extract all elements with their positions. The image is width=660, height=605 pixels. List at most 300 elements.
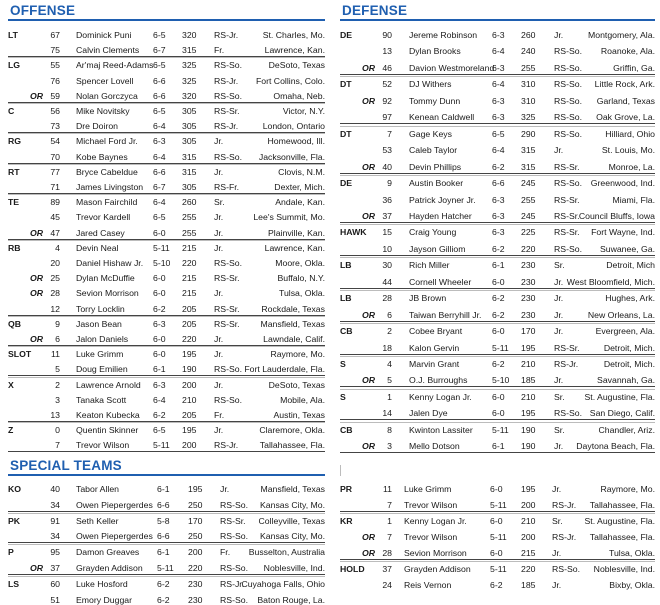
player-row [340,440,655,453]
player-class: Jr. [554,326,564,337]
player-hometown: Baton Rouge, La. [257,594,325,605]
position-separator [340,175,655,176]
player-row [8,318,325,331]
position-label: DT [340,128,352,139]
or-label: OR [362,532,376,542]
jersey-number: 44 [382,276,392,287]
player-height: 6-0 [490,548,503,558]
player-hometown: Lawrence, Kan. [264,45,325,56]
player-hometown: Tallahassee, Fla. [589,532,655,542]
jersey-number: 14 [382,408,392,419]
jersey-number: 7 [387,500,392,510]
player-row [340,95,655,108]
position-label: LB [340,293,352,304]
position-label: QB [8,318,22,329]
player-height: 6-7 [153,182,166,192]
player-class: Jr. [554,309,564,320]
or-label: OR [362,548,376,558]
player-weight: 185 [521,375,536,386]
player-hometown: Garland, Texas [596,95,655,106]
player-row [8,211,325,224]
player-height: 6-3 [153,318,166,329]
position-separator [340,356,655,357]
player-row [8,546,325,559]
player-class: RS-So. [214,151,243,162]
player-height: 6-0 [490,484,503,494]
player-height: 6-3 [492,112,505,123]
player-row [340,243,655,256]
position-separator [8,57,325,58]
player-height: 6-2 [492,309,505,320]
player-class: RS-Sr. [214,106,240,116]
player-row [8,151,325,164]
player-row [340,515,655,528]
player-weight: 220 [521,564,536,574]
player-height: 6-6 [153,166,166,177]
player-hometown: Lawndale, Calif. [263,334,325,344]
player-weight: 255 [182,227,197,238]
player-height: 6-0 [153,288,166,299]
player-hometown: Fort Collins, Colo. [255,75,325,86]
player-name: Cornell Wheeler [409,276,472,287]
player-name: Bryce Cabeldue [76,166,138,177]
position-separator [8,422,325,423]
player-hometown: San Diego, Calif. [589,408,655,419]
player-weight: 250 [188,531,203,542]
player-weight: 190 [521,424,536,435]
player-name: Calvin Clements [76,45,140,56]
player-height: 5-11 [153,440,170,451]
jersey-number: 20 [50,258,60,268]
player-weight: 195 [182,425,197,436]
player-hometown: DeSoto, Texas [268,379,325,390]
player-hometown: Tallahassee, Fla. [259,440,325,451]
jersey-number: 5 [55,364,60,375]
player-height: 6-6 [153,90,166,101]
player-row [8,242,325,255]
special-teams-panel [8,455,656,605]
player-weight: 205 [182,303,197,314]
or-label: OR [362,210,376,221]
player-name: Tommy Dunn [409,95,461,106]
jersey-number: 75 [50,45,60,56]
player-row [8,90,325,103]
player-class: RS-So. [554,112,583,123]
position-separator [340,290,655,291]
player-hometown: Oak Grove, La. [596,112,655,123]
player-hometown: Daytona Beach, Fla. [576,441,655,452]
position-separator [8,194,325,195]
player-height: 6-0 [153,349,166,360]
player-hometown: Tulsa, Okla. [608,548,655,558]
player-class: Jr. [220,484,230,494]
player-row [340,499,655,512]
player-name: Gage Keys [409,128,452,139]
player-hometown: London, Ontario [262,121,325,132]
player-row [340,128,655,141]
player-row [340,563,655,576]
player-height: 6-3 [492,194,505,205]
player-row [340,78,655,91]
player-name: Owen Piepergerdes [76,499,153,510]
player-class: RS-So. [554,128,583,139]
player-height: 6-5 [153,60,166,71]
player-class: Jr. [554,375,564,386]
player-class: RS-So. [214,364,243,375]
player-height: 5-11 [157,563,174,573]
player-row [8,379,325,392]
jersey-number: 60 [50,578,60,589]
player-weight: 200 [182,379,197,390]
or-label: OR [30,90,44,101]
position-label: PR [340,484,353,494]
player-height: 5-10 [492,375,510,386]
player-height: 6-7 [153,45,166,56]
player-class: Jr. [554,145,564,156]
player-name: Emory Duggar [76,594,133,605]
player-name: Quentin Skinner [76,425,139,436]
player-class: Sr. [554,391,565,402]
offense-title: OFFENSE [10,3,76,18]
player-class: RS-So. [554,79,583,90]
player-row [8,394,325,407]
or-label: OR [362,375,376,386]
or-label: OR [362,161,376,172]
player-hometown: Homewood, Ill. [267,136,325,147]
player-class: Fr. [214,410,225,420]
player-hometown: Kansas City, Mo. [259,531,325,542]
player-class: RS-Jr. [214,30,239,40]
jersey-number: 25 [50,273,60,284]
jersey-number: 1 [387,516,392,526]
player-name: Spencer Lovell [76,75,134,86]
player-name: Dylan McDuffie [76,273,135,284]
player-name: Kenean Caldwell [409,112,475,123]
player-class: Jr. [214,227,224,238]
player-height: 5-11 [490,532,507,542]
jersey-number: 89 [50,197,60,208]
player-hometown: Buffalo, N.Y. [277,273,325,284]
player-row [340,483,655,496]
player-weight: 250 [188,499,203,510]
player-height: 6-0 [492,276,505,287]
player-name: Devin Phillips [409,161,462,172]
player-height: 6-3 [153,379,166,390]
player-weight: 200 [188,547,203,558]
player-weight: 230 [521,293,536,304]
player-hometown: Rockdale, Texas [261,303,325,314]
position-separator [8,377,325,378]
player-hometown: Mobile, Ala. [280,394,325,405]
defense-header [340,0,655,21]
player-class: RS-So. [214,258,243,268]
jersey-number: 45 [50,212,60,223]
player-weight: 230 [521,260,536,271]
player-height: 5-11 [153,242,170,253]
position-label: KR [340,516,353,526]
player-row [340,45,655,58]
player-weight: 320 [182,90,197,101]
player-height: 6-3 [492,227,505,238]
player-hometown: Bixby, Okla. [609,580,655,590]
player-name: Luke Grimm [404,484,452,494]
player-class: Sr. [214,197,225,208]
player-height: 6-2 [157,578,170,589]
player-class: RS-So. [554,408,583,419]
player-weight: 305 [182,121,197,132]
player-class: RS-So. [554,62,583,73]
player-hometown: Suwanee, Ga. [599,243,655,254]
player-name: Patrick Joyner Jr. [409,194,476,205]
player-height: 5-8 [157,515,170,526]
player-hometown: Tallahassee, Fla. [589,500,655,510]
player-hometown: St. Augustine, Fla. [584,516,655,526]
player-row [340,194,655,207]
player-weight: 230 [521,309,536,320]
player-height: 6-4 [492,46,505,57]
player-hometown: Fort Lauderdale, Fla. [244,364,325,375]
player-row [8,409,325,422]
player-weight: 195 [521,484,536,494]
player-row [8,29,325,42]
player-class: RS-So. [220,563,249,573]
player-name: JB Brown [409,293,447,304]
player-row [8,424,325,437]
player-class: Jr. [554,276,564,287]
position-label: X [8,379,14,390]
player-class: Fr. [214,45,225,56]
player-class: RS-Sr. [554,342,580,353]
player-weight: 305 [182,106,197,116]
player-name: Jalon Daniels [76,334,129,344]
player-class: RS-Sr. [220,515,246,526]
player-name: Damon Greaves [76,547,140,558]
player-weight: 260 [521,30,536,40]
position-separator [8,544,325,545]
player-row [8,562,325,575]
position-label: DE [340,30,353,40]
player-height: 5-11 [492,342,509,353]
player-height: 6-6 [157,531,170,542]
player-row [340,547,655,560]
player-class: RS-So. [220,499,249,510]
player-weight: 210 [521,391,536,402]
jersey-number: 2 [387,326,392,337]
player-name: Sevion Morrison [76,288,139,299]
jersey-number: 7 [387,532,392,542]
player-name: Trevor Wilson [404,500,458,510]
player-height: 6-0 [492,326,505,337]
jersey-number: 73 [50,121,60,132]
player-row [8,75,325,88]
position-separator [8,133,325,134]
player-name: Kenny Logan Jr. [409,391,472,402]
player-hometown: Moore, Okla. [275,258,325,268]
player-row [340,325,655,338]
player-row [340,309,655,322]
player-height: 6-5 [153,106,166,116]
player-row [340,391,655,404]
player-name: Ar'maj Reed-Adams [76,60,154,71]
position-separator [340,513,655,514]
player-height: 6-2 [492,161,505,172]
player-hometown: Savannah, Ga. [597,375,655,386]
player-weight: 205 [182,410,197,420]
player-row [340,62,655,75]
position-separator [340,126,655,127]
player-class: RS-Jr. [552,500,577,510]
player-class: Jr. [214,136,224,147]
player-name: Dylan Brooks [409,46,461,57]
player-weight: 215 [182,242,197,253]
player-height: 6-0 [153,227,166,238]
player-hometown: Evergreen, Ala. [595,326,655,337]
player-height: 6-2 [153,410,166,420]
player-name: Jason Bean [76,318,122,329]
special-teams-right [340,475,655,603]
player-name: Taiwan Berryhill Jr. [409,309,482,320]
player-weight: 315 [182,166,197,177]
player-weight: 215 [182,288,197,299]
jersey-number: 90 [382,30,392,40]
jersey-number: 24 [382,580,392,590]
player-weight: 310 [521,79,536,90]
player-hometown: Cuyahoga Falls, Ohio [241,578,325,589]
player-weight: 195 [188,484,203,494]
player-row [340,111,655,124]
jersey-number: 1 [387,391,392,402]
player-name: Jereme Robinson [409,30,478,40]
player-height: 6-4 [492,79,505,90]
defense-title: DEFENSE [342,3,408,18]
jersey-number: 67 [50,30,60,40]
player-row [8,439,325,452]
player-class: RS-Sr. [554,161,580,172]
player-class: RS-Jr. [214,121,239,132]
position-label: DE [340,178,353,189]
player-class: RS-So. [554,178,583,189]
player-name: Torry Locklin [76,303,125,314]
or-label: OR [362,309,376,320]
player-row [340,374,655,387]
player-weight: 305 [182,182,197,192]
player-class: Sr. [552,516,563,526]
jersey-number: 92 [382,95,392,106]
player-height: 6-4 [153,151,166,162]
player-height: 6-4 [153,197,166,208]
position-label: S [340,391,346,402]
player-weight: 200 [182,440,197,451]
position-separator [8,240,325,241]
player-name: Mason Fairchild [76,197,138,208]
player-weight: 215 [521,548,536,558]
jersey-number: 40 [50,484,60,494]
position-label: RB [8,242,21,253]
player-height: 5-11 [490,564,507,574]
player-name: Kalon Gervin [409,342,460,353]
player-class: RS-Sr. [214,318,240,329]
player-weight: 210 [521,516,536,526]
player-weight: 215 [182,273,197,284]
jersey-number: 76 [50,75,60,86]
player-name: Mello Dotson [409,441,460,452]
player-row [8,594,325,605]
player-weight: 255 [182,212,197,223]
player-hometown: Busselton, Australia [248,547,325,558]
player-name: Kobe Baynes [76,151,128,162]
jersey-number: 28 [382,293,392,304]
player-name: Trevor Wilson [76,440,130,451]
player-row [340,226,655,239]
jersey-number: 11 [382,484,392,494]
player-height: 6-5 [153,212,166,223]
player-row [8,59,325,72]
player-height: 6-2 [492,359,505,369]
position-label: LB [340,260,352,271]
player-height: 6-0 [490,516,503,526]
player-height: 6-4 [492,145,505,156]
player-hometown: Detroit, Mich [606,260,655,271]
or-label: OR [362,95,376,106]
jersey-number: 3 [387,441,392,452]
player-height: 6-1 [153,364,166,375]
player-weight: 210 [521,359,536,369]
position-separator [8,576,325,577]
player-row [340,292,655,305]
jersey-number: 10 [382,243,392,254]
player-row [8,578,325,591]
position-label: S [340,359,346,369]
player-name: Craig Young [409,227,457,238]
player-weight: 245 [521,178,536,189]
player-row [340,29,655,42]
player-weight: 220 [188,563,203,573]
special-teams-left [8,475,325,603]
player-height: 6-6 [157,499,170,510]
player-name: Grayden Addison [76,563,143,573]
position-label: SLOT [8,349,32,360]
defense-depth-chart [340,21,655,451]
position-separator [340,422,655,423]
special-teams-title: SPECIAL TEAMS [10,458,122,473]
player-height: 6-4 [153,394,166,405]
player-weight: 305 [182,136,197,147]
player-height: 6-2 [492,293,505,304]
player-hometown: DeSoto, Texas [268,60,325,71]
player-row [8,272,325,285]
player-weight: 310 [521,95,536,106]
player-hometown: Mansfield, Texas [260,484,325,494]
player-weight: 325 [182,60,197,71]
player-hometown: Victor, N.Y. [282,106,325,116]
player-weight: 195 [521,408,536,419]
player-name: Kenny Logan Jr. [404,516,467,526]
jersey-number: 46 [382,62,392,73]
player-height: 6-5 [153,425,166,436]
player-hometown: Plainville, Kan. [268,227,325,238]
player-row [8,44,325,57]
player-name: Rich Miller [409,260,450,271]
player-class: Jr. [214,212,224,223]
player-hometown: Council Bluffs, Iowa [578,210,655,221]
player-name: DJ Withers [409,79,452,90]
jersey-number: 7 [387,128,392,139]
position-separator [8,316,325,317]
player-weight: 225 [521,227,536,238]
player-name: Sevion Morrison [404,548,467,558]
player-hometown: Raymore, Mo. [270,349,325,360]
player-class: RS-Fr. [214,182,240,192]
